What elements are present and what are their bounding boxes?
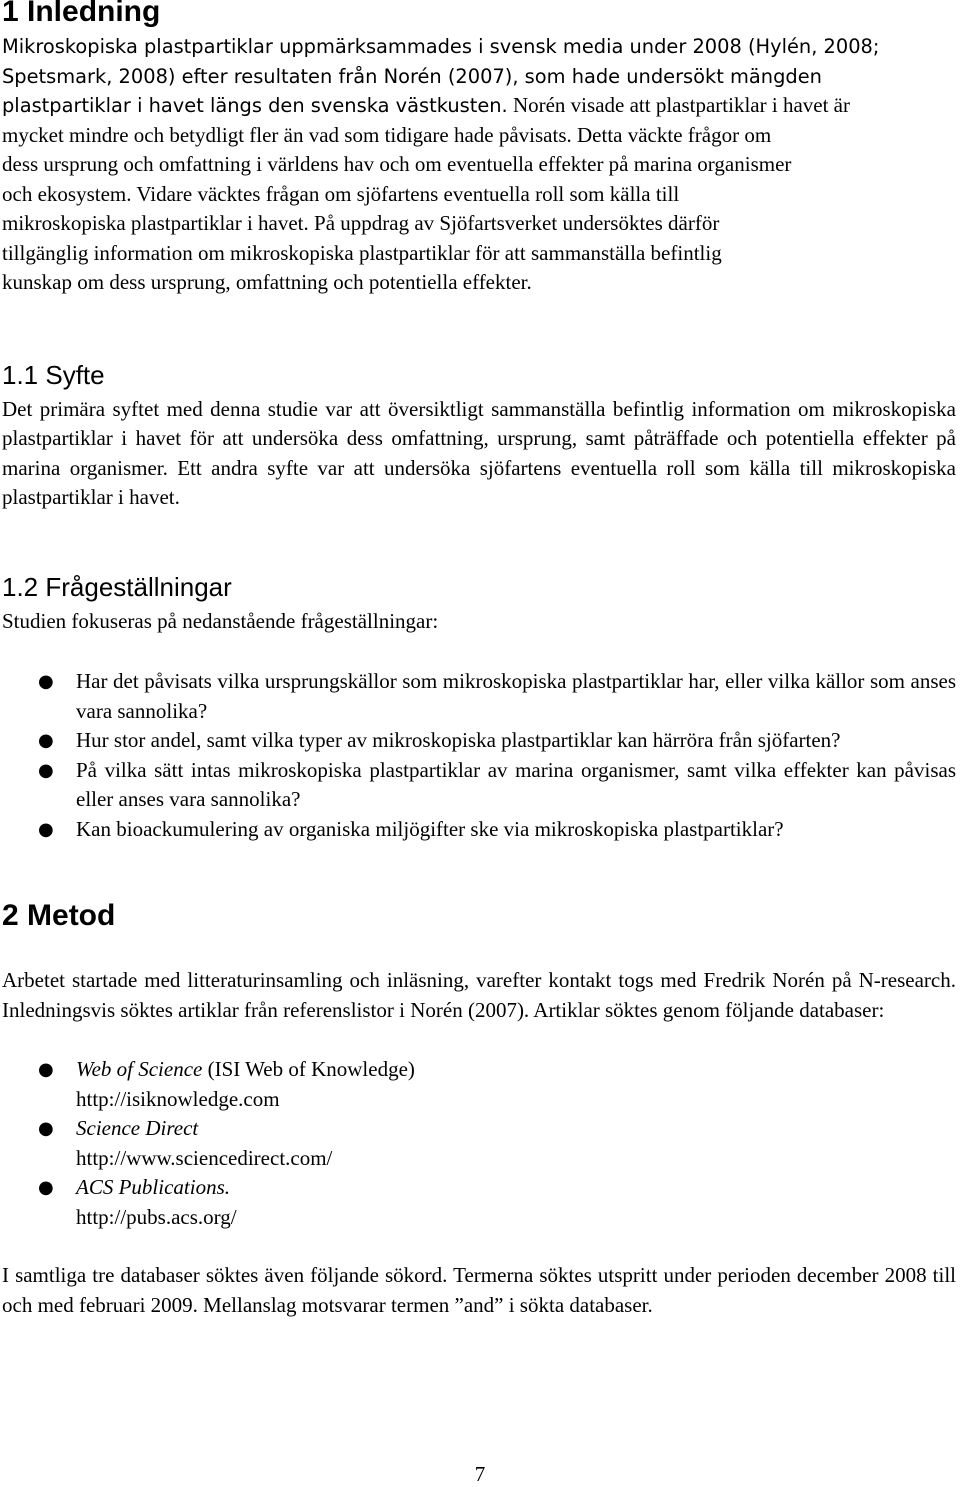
section-heading-syfte: 1.1 Syfte xyxy=(2,359,105,390)
bullet-icon: ● xyxy=(38,1059,54,1080)
bullet-icon: ● xyxy=(38,759,54,781)
paragraph-syfte: Det primära syftet med denna studie var att översiktligt sammanställa befintlig information om mikroskopiska plastpartiklar i havet för att undersöka dess omfattning, ursprung, samt påträffade och potentiella effekter på marina organismer. Ett andra syfte var att undersöka sjöfartens eventuella roll som källa till mikroskopiska plastpartiklar i havet. xyxy=(2,396,956,509)
list-item: ● Hur stor andel, samt vilka typer av mikroskopiska plastpartiklar kan härröra från sjöfarten? xyxy=(2,726,956,756)
paragraph-metod: Arbetet startade med litteraturinsamling och inläsning, varefter kontakt togs med Fredrik Norén på N-research. Inledningsvis söktes artiklar från referenslistor i Norén (2007). Artiklar söktes genom följande databaser: xyxy=(2,968,956,1022)
section-heading-inledning: 1 Inledning xyxy=(2,0,161,28)
database-url: http://www.sciencedirect.com/ xyxy=(76,1145,333,1170)
database-list xyxy=(2,1055,956,1232)
document-page xyxy=(2,0,956,1320)
bullet-icon: ● xyxy=(38,730,54,751)
paragraph-inledning: Mikroskopiska plastpartiklar uppmärksammades i svensk media under 2008 (Hylén, 2008; Spetsmark, 2008) efter resultaten från Norén (2007), som hade undersökt mängden plastpartiklar i havet längs den svenska västkusten. Norén visade att plastpartiklar i havet är mycket mindre och betydligt fler än vad som tidigare hade påvisats. Detta väckte frågor om dess ursprung och omfattning i världens hav och om eventuella effekter på marina organismer och ekosystem. Vidare väcktes frågan om sjöfartens eventuella roll som källa till mikroskopiska plastpartiklar i havet. På uppdrag av Sjöfartsverket undersöktes därför tillgänglig information om mikroskopiska plastpartiklar för att sammanställa befintlig kunskap om dess ursprung, omfattning och potentiella effekter. xyxy=(2,35,880,294)
list-item: ● ACS Publications. http://pubs.acs.org/ xyxy=(38,1175,237,1229)
list-item: ● Science Direct http://www.sciencedirect.com/ xyxy=(38,1116,333,1170)
page-number: 7 xyxy=(474,1462,486,1486)
list-item: ● Har det påvisats vilka ursprungskällor som mikroskopiska plastpartiklar har, eller vilka källor som anses vara sannolika? xyxy=(38,669,956,723)
section-heading-metod: 2 Metod xyxy=(2,899,116,932)
question-list xyxy=(2,667,956,844)
database-url: http://isiknowledge.com xyxy=(76,1086,280,1111)
section-heading-fragestallningar: 1.2 Frågeställningar xyxy=(2,571,232,602)
list-item: ● Web of Science (ISI Web of Knowledge) http://isiknowledge.com xyxy=(38,1057,415,1111)
bullet-icon: ● xyxy=(38,818,54,840)
list-item: ● På vilka sätt intas mikroskopiska plastpartiklar av marina organismer, samt vilka effekter kan påvisas eller anses vara sannolika? xyxy=(38,757,956,811)
paragraph-fragestallningar-intro: Studien fokuseras på nedanstående frågeställningar: xyxy=(2,608,439,633)
bullet-icon: ● xyxy=(38,671,54,692)
database-url: http://pubs.acs.org/ xyxy=(76,1204,237,1229)
bullet-icon: ● xyxy=(38,1118,54,1139)
list-item: ● Kan bioackumulering av organiska miljögifter ske via mikroskopiska plastpartiklar? xyxy=(2,815,956,845)
bullet-icon: ● xyxy=(38,1177,54,1198)
paragraph-metod-closing: I samtliga tre databaser söktes även följande sökord. Termerna söktes utspritt under perioden december 2008 till och med februari 2009. Mellanslag motsvarar termen ”and” i sökta databaser. xyxy=(2,1263,956,1317)
